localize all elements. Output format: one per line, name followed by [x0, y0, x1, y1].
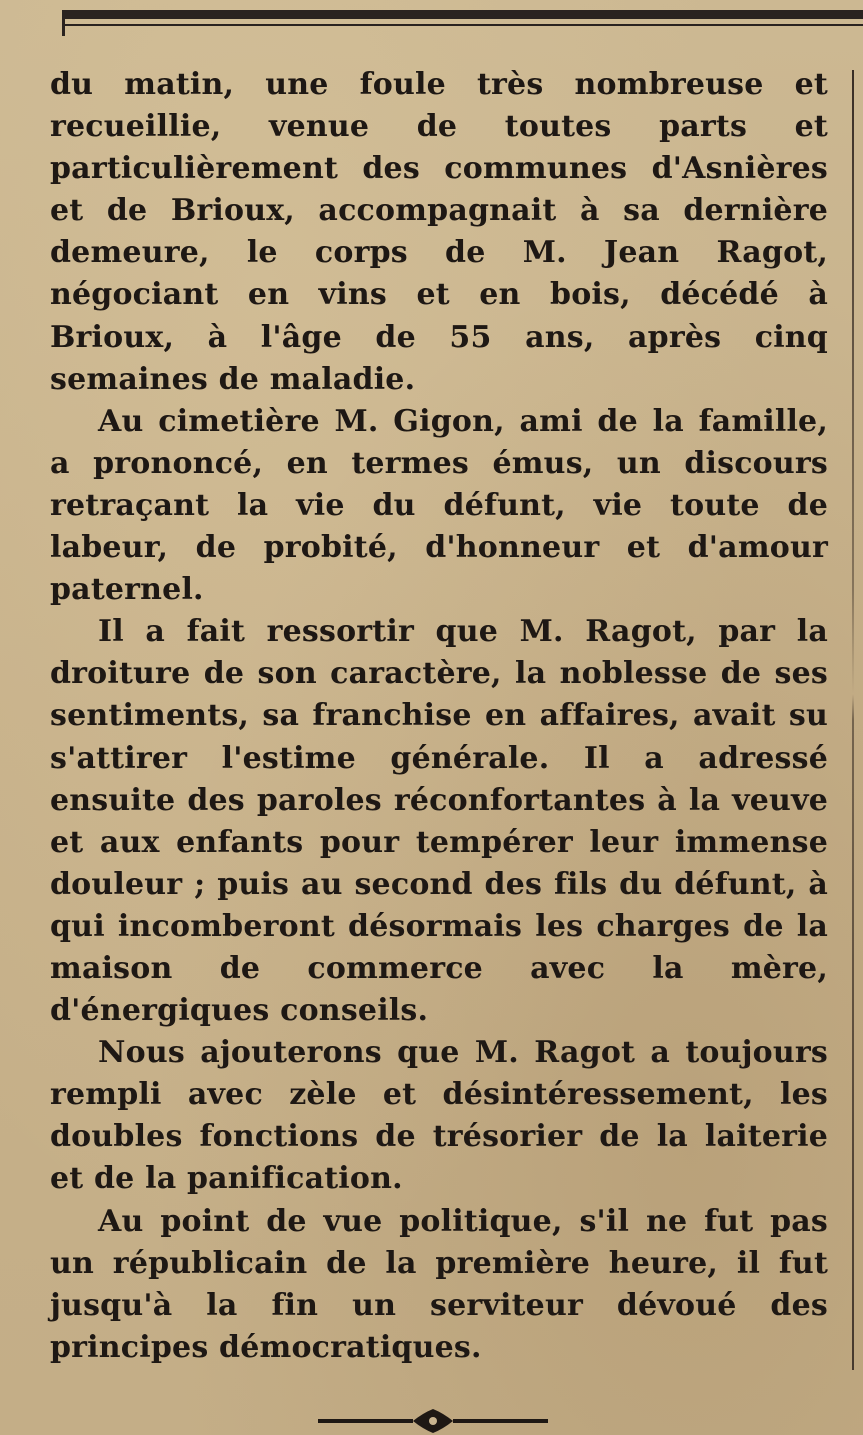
top-thick-rule	[62, 10, 863, 19]
column-divider	[852, 70, 854, 1370]
top-thin-rule	[62, 24, 863, 26]
paragraph-cemetery-speech: Au cimetière M. Gigon, ami de la famille, a prononcé, en termes émus, un discours retraçant la vie du défunt, vie toute de labeur, de probité, d'honneur et d'amour paternel.	[50, 403, 828, 608]
paragraph-character: Il a fait ressortir que M. Ragot, par la droiture de son caractère, la noblesse de ses sentiments, sa franchise en affaires, avait su s'attirer l'estime générale. Il a adressé ensuite des paroles réconfortantes à la veuve et aux enfants pour tempérer leur immense douleur ; puis au second des fils du défunt, à qui incomberont désormais les charges de la maison de commerce avec la mère, d'énergiques conseils.	[50, 614, 828, 1029]
paragraph-politics: Au point de vue politique, s'il ne fut pas un républicain de la première heure, il fut jusqu'à la fin un serviteur dévoué des principes démocratiques.	[50, 1203, 828, 1365]
column-corner-mark	[62, 10, 65, 36]
paragraph-funeral: du matin, une foule très nombreuse et recueillie, venue de toutes parts et particulièrement des communes d'Asnières et de Brioux, accompagnait à sa dernière demeure, le corps de M. Jean Ragot, négociant en vins et en bois, décédé à Brioux, à l'âge de 55 ans, après cinq semaines de maladie.	[50, 67, 828, 397]
ornamental-rule-icon	[318, 1405, 548, 1435]
obituary-article	[50, 64, 828, 1369]
paragraph-treasurer: Nous ajouterons que M. Ragot a toujours rempli avec zèle et désintéressement, les doubles fonctions de trésorier de la laiterie et de la panification.	[50, 1035, 828, 1197]
